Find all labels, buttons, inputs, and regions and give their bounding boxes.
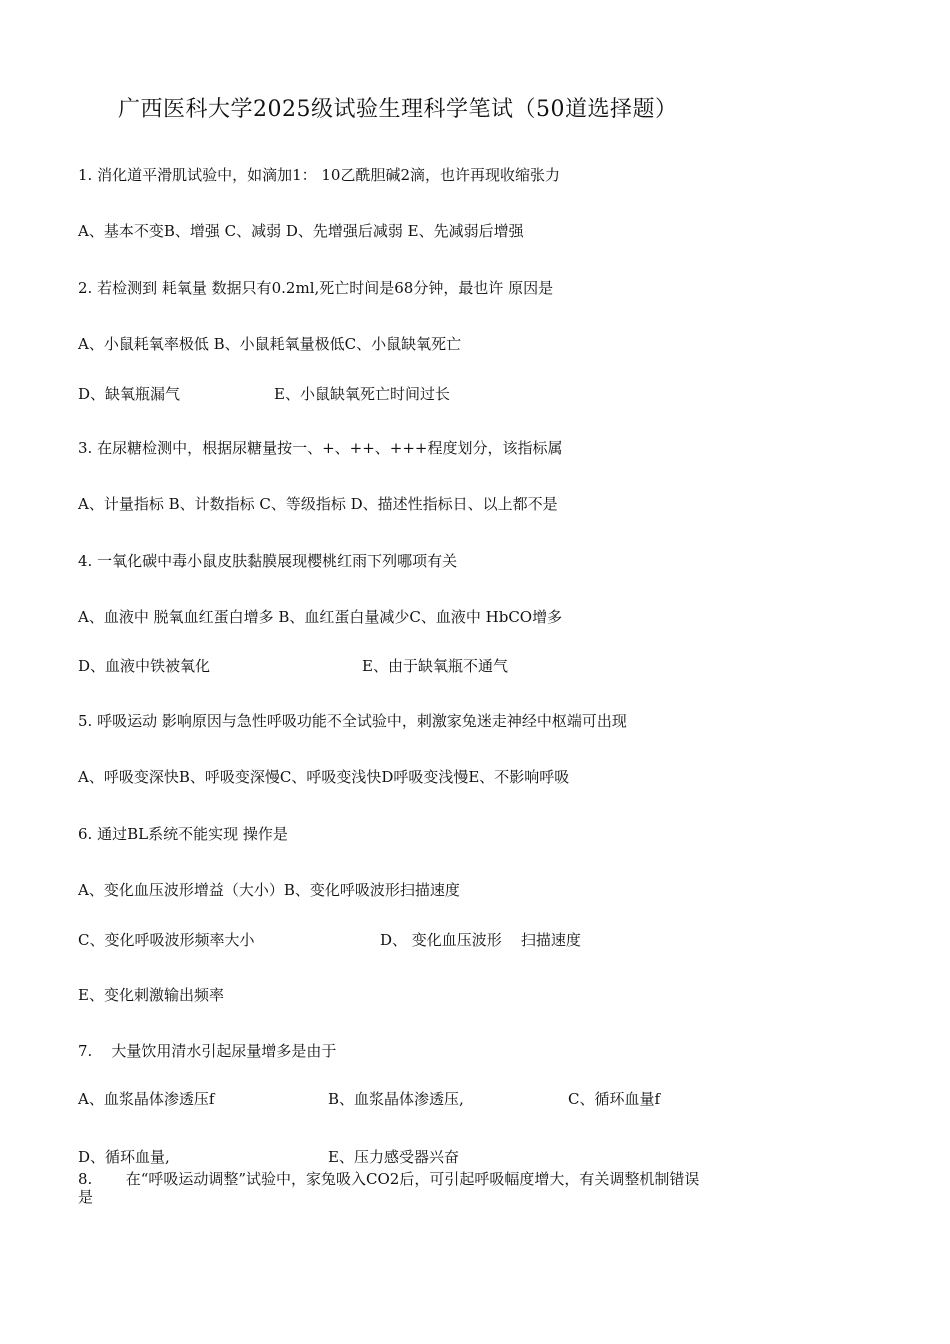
question-8-stem-continued: 是 bbox=[78, 1188, 94, 1206]
question-1-options: A、基本不变B、增强 C、减弱 D、先增强后减弱 E、先减弱后增强 bbox=[78, 222, 524, 240]
question-6-option-e: E、变化刺激输出频率 bbox=[78, 986, 224, 1004]
question-6-option-c: C、变化呼吸波形频率大小 bbox=[78, 931, 255, 949]
question-4-stem: 4. 一氧化碳中毒小鼠皮肤黏膜展现樱桃红雨下列哪项有关 bbox=[78, 552, 458, 570]
question-6-stem: 6. 通过BL系统不能实现 操作是 bbox=[78, 825, 288, 843]
question-7-option-e: E、压力感受器兴奋 bbox=[328, 1148, 459, 1166]
question-2-option-d: D、缺氧瓶漏气 bbox=[78, 385, 181, 403]
question-4-options-row1: A、血液中 脱氧血红蛋白增多 B、血红蛋白量减少C、血液中 HbCO增多 bbox=[78, 608, 563, 626]
question-5-options: A、呼吸变深快B、呼吸变深慢C、呼吸变浅快D呼吸变浅慢E、不影响呼吸 bbox=[78, 768, 570, 786]
question-2-option-e: E、小鼠缺氧死亡时间过长 bbox=[274, 385, 450, 403]
question-6-option-d: D、 变化血压波形 扫描速度 bbox=[380, 931, 581, 949]
question-7-option-b: B、血浆晶体渗透压, bbox=[328, 1090, 464, 1108]
question-7-option-c: C、循环血量f bbox=[568, 1090, 661, 1108]
question-4-option-d: D、血液中铁被氧化 bbox=[78, 657, 211, 675]
question-7-option-d: D、循环血量, bbox=[78, 1148, 170, 1166]
question-8-stem: 8. 在“呼吸运动调整”试验中，家兔吸入CO2后，可引起呼吸幅度增大，有关调整机制错误 bbox=[78, 1170, 700, 1188]
question-2-stem: 2. 若检测到 耗氧量 数据只有0.2ml,死亡时间是68分钟，最也许 原因是 bbox=[78, 279, 554, 297]
question-5-stem: 5. 呼吸运动 影响原因与急性呼吸功能不全试验中，刺激家兔迷走神经中枢端可出现 bbox=[78, 712, 627, 730]
document-title: 广西医科大学2025级试验生理科学笔试（50道选择题） bbox=[118, 97, 678, 122]
question-1-stem: 1. 消化道平滑肌试验中，如滴加1： 10乙酰胆碱2滴，也许再现收缩张力 bbox=[78, 166, 561, 184]
question-6-options-row1: A、变化血压波形增益（大小）B、变化呼吸波形扫描速度 bbox=[78, 881, 460, 899]
question-3-options: A、计量指标 B、计数指标 C、等级指标 D、描述性指标日、以上都不是 bbox=[78, 495, 558, 513]
question-3-stem: 3. 在尿糖检测中，根据尿糖量按一、+、++、+++程度划分，该指标属 bbox=[78, 439, 563, 457]
question-2-options-row1: A、小鼠耗氧率极低 B、小鼠耗氧量极低C、小鼠缺氧死亡 bbox=[78, 335, 462, 353]
question-4-option-e: E、由于缺氧瓶不通气 bbox=[362, 657, 508, 675]
question-7-option-a: A、血浆晶体渗透压f bbox=[78, 1090, 215, 1108]
question-7-stem: 7. 大量饮用清水引起尿量增多是由于 bbox=[78, 1042, 337, 1060]
